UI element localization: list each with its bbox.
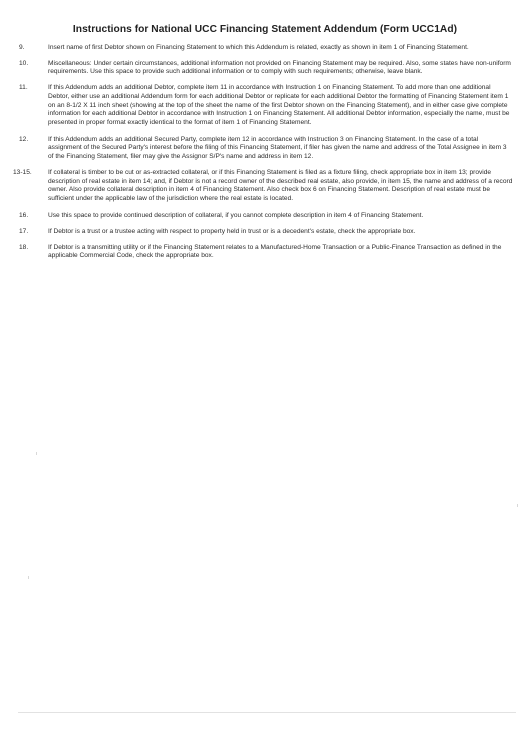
instruction-text: If this Addendum adds an additional Debtor, complete item 11 in accordance with Instruction 1 on Financing Statement. To add more than one additional Debtor, either use an additional Addendum form for each additional Debtor or replicate for each additional Debtor the formatting of Financing Statement item 1 on an 8-1/2 X 11 inch sheet (showing at the top of the sheet the name of the first Debtor shown on the Financing Statement), and in either case give complete information for each additional Debtor in accordance with Instruction 1 on Financing Statement. All additional Debtor information, especially the name, must be presented in proper format exactly identical to the format of item 1 of Financing Statement. [48,84,510,126]
instruction-text: If collateral is timber to be cut or as-extracted collateral, or if this Financing Statement is filed as a fixture filing, check appropriate box in item 13; provide description of real estate in item 14; and, if Debtor is not a record owner of the described real estate, also provide, in item 15, the name and address of a record owner. Also provide collateral description in item 4 of Financing Statement. Also check box 6 on Financing Statement. Description of real estate must be sufficient under the applicable law of the jurisdiction where the real estate is located. [48,168,513,202]
instruction-number: 9. [19,44,25,51]
instruction-number: 10. [19,59,29,67]
instruction-number: 18. [19,243,29,251]
instruction-item-10 [19,60,513,77]
instruction-text: Miscellaneous: Under certain circumstances, additional information not provided on Financing Statement may be required. Also, some states have non-uniform requirements. Use this space to provide such additional information or to comply with such requirements; otherwise, leave blank. [48,59,511,76]
scan-speck [36,452,37,455]
instruction-item-18 [19,244,513,261]
instruction-item-11 [19,84,513,127]
instruction-item-16 [19,212,513,221]
instruction-text: Use this space to provide continued description of collateral, if you cannot complete description in item 4 of Financing Statement. [48,211,424,219]
instruction-text: If this Addendum adds an additional Secured Party, complete item 12 in accordance with Instruction 3 on Financing Statement. In the case of a total assignment of the Secured Party's interest before the filing of this Financing Statement, if filer has given the name and address of the Total Assignee in item 3 of the Financing Statement, filer may give the Assignor S/P's name and address in item 12. [48,135,507,161]
instruction-number: 13-15. [13,168,32,176]
instruction-text: If Debtor is a trust or a trustee acting with respect to property held in trust or is a decedent's estate, check the appropriate box. [48,227,416,235]
page-title: Instructions for National UCC Financing Statement Addendum (Form UCC1Ad) [72,24,458,35]
instruction-number: 11. [19,84,28,92]
instruction-number: 17. [19,227,29,235]
instruction-text: Insert name of first Debtor shown on Financing Statement to which this Addendum is related, exactly as shown in item 1 of Financing Statement. [48,44,469,51]
instruction-number: 16. [19,211,29,219]
instruction-list [13,44,513,268]
instruction-item-17 [19,228,513,237]
instruction-item-12 [19,136,513,162]
scan-speck [28,576,29,579]
scan-speck [517,504,518,507]
page-bottom-rule [18,712,516,713]
instruction-number: 12. [19,135,29,143]
instruction-item-13-15 [13,168,513,203]
instruction-text: If Debtor is a transmitting utility or if the Financing Statement relates to a Manufactured-Home Transaction or a Public-Finance Transaction as defined in the applicable Commercial Code, check the appropriate box. [48,243,502,260]
instruction-item-9 [19,44,513,53]
